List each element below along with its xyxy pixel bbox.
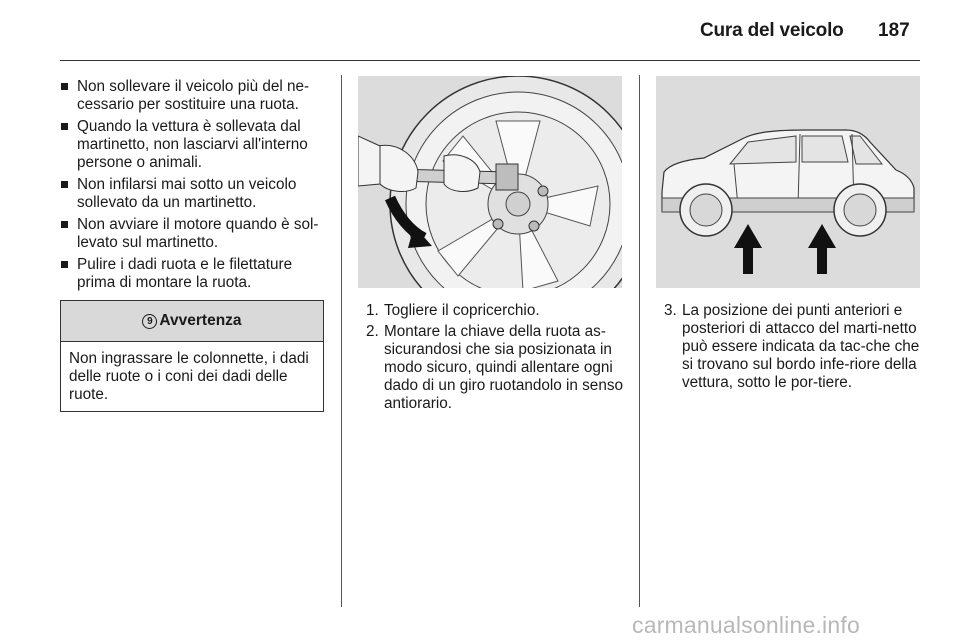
steps-list-1 [358, 302, 628, 416]
bullet-square-icon [61, 261, 68, 268]
column-divider-2 [639, 75, 640, 607]
wheel-wrench-illustration [358, 76, 622, 288]
bullet-square-icon [61, 83, 68, 90]
list-item: Non infilarsi mai sotto un veicolo sollevato da un martinetto. [60, 176, 328, 212]
list-item: Non sollevare il veicolo più del ne-cessario per sostituire una ruota. [60, 78, 328, 114]
bullet-square-icon [61, 181, 68, 188]
watermark: carmanualsonline.info [632, 612, 860, 638]
warning-title: Avvertenza [159, 312, 242, 329]
page-number: 187 [878, 20, 910, 41]
column-1 [60, 78, 328, 296]
column-divider-1 [341, 75, 342, 607]
bullet-list [60, 78, 328, 292]
list-item: Pulire i dadi ruota e le filettature prima di montare la ruota. [60, 256, 328, 292]
car-jacking-points-icon [656, 76, 920, 288]
list-item: Non avviare il motore quando è sol-levato sul martinetto. [60, 216, 328, 252]
list-item: 1. Togliere il copricerchio. [366, 302, 540, 319]
bullet-square-icon [61, 123, 68, 130]
section-title: Cura del veicolo [700, 20, 844, 41]
warning-body: Non ingrassare le colonnette, i dadi delle ruote o i coni dei dadi delle ruote. [69, 350, 309, 403]
warning-symbol-icon: 9 [142, 314, 157, 329]
warning-box [60, 300, 324, 412]
steps-list-2 [656, 302, 922, 395]
list-item: Quando la vettura è sollevata dal martinetto, non lasciarvi all'interno persone o animali. [60, 118, 328, 172]
list-item: 2. Montare la chiave della ruota as-sicurandosi che sia posizionata in modo sicuro, quindi allentare ogni dado di un giro ruotandolo in senso antiorario. [366, 323, 623, 412]
header-divider [60, 60, 920, 61]
jacking-points-illustration [656, 76, 920, 288]
wheel-wrench-icon [358, 76, 622, 288]
list-item: 3. La posizione dei punti anteriori e posteriori di attacco del marti-netto può essere indicata da tac-che che si trovano sul bordo infe-riore della vettura, sotto le por-tiere. [664, 302, 920, 391]
warning-header [61, 301, 323, 342]
bullet-square-icon [61, 221, 68, 228]
